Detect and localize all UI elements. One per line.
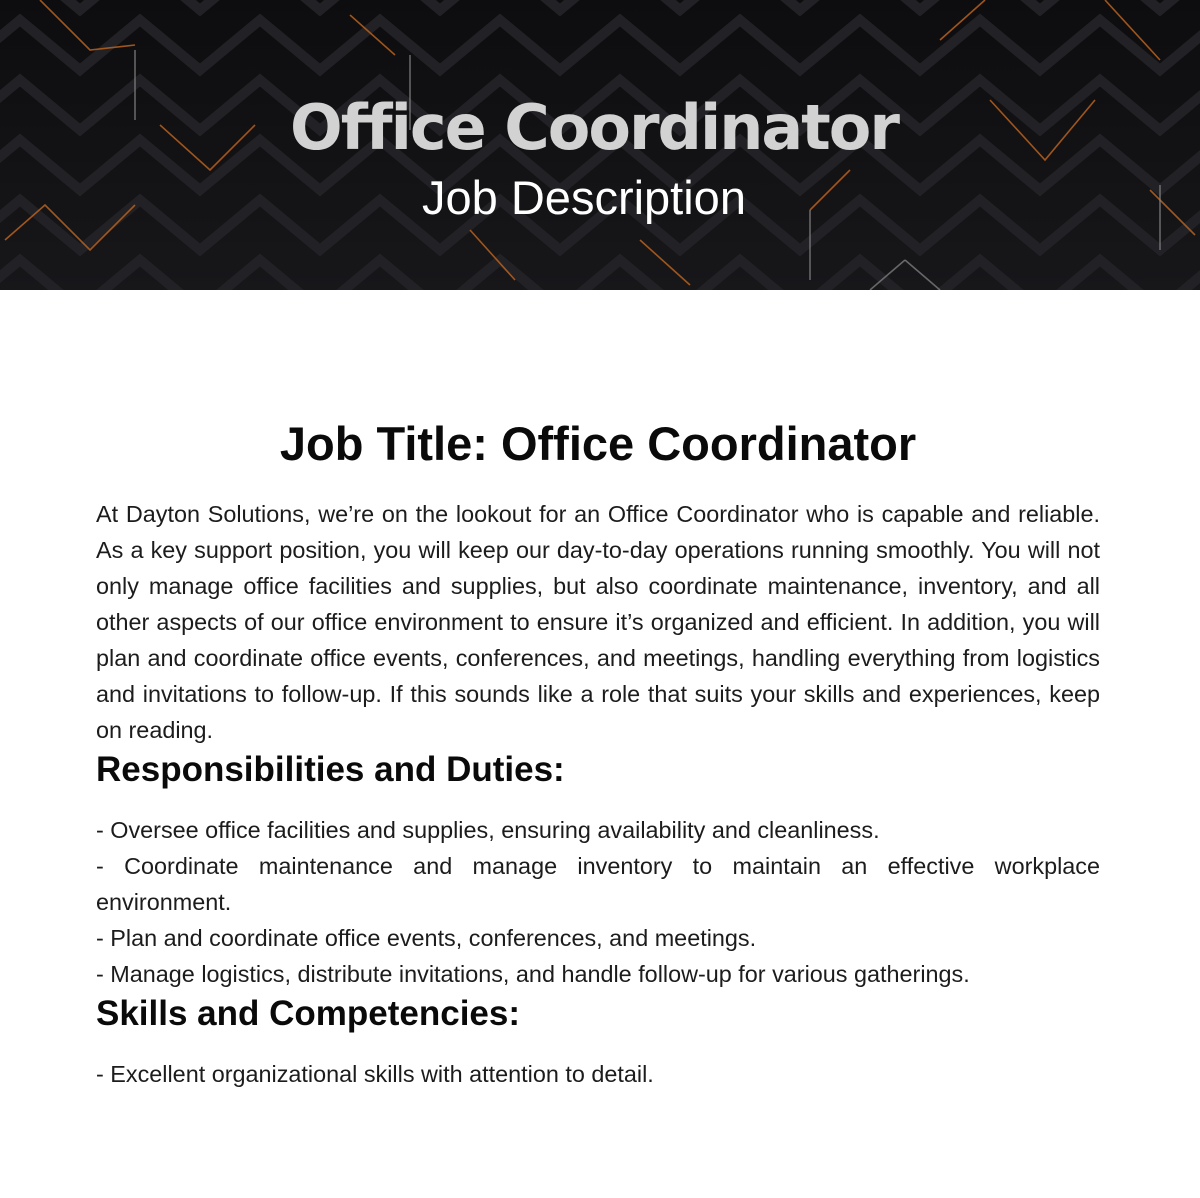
banner-title: Office Coordinator xyxy=(290,91,898,164)
document-body xyxy=(96,410,1100,1092)
list-item: - Excellent organizational skills with attention to detail. xyxy=(96,1061,654,1087)
header-banner xyxy=(0,0,1200,290)
list-item: - Plan and coordinate office events, conferences, and meetings. xyxy=(96,925,757,951)
skills-list xyxy=(96,1056,1100,1092)
responsibilities-list xyxy=(96,812,1100,992)
banner-subtitle: Job Description xyxy=(422,171,746,224)
intro-paragraph: At Dayton Solutions, we’re on the lookout for an Office Coordinator who is capable and reliable. As a key support position, you will keep our day-to-day operations running smoothly. You will not only manage office facilities and supplies, but also coordinate maintenance, inventory, and all other aspects of our office environment to ensure it’s organized and efficient. In addition, you will plan and coordinate office events, conferences, and meetings, handling everything from logistics and invitations to follow-up. If this sounds like a role that suits your skills and experiences, keep on reading. xyxy=(96,501,1100,743)
list-item: - Coordinate maintenance and manage inventory to maintain an effective workplace environment. xyxy=(96,853,1100,915)
skills-heading: Skills and Competencies: xyxy=(96,994,521,1033)
job-title-heading: Job Title: Office Coordinator xyxy=(279,417,917,470)
list-item: - Manage logistics, distribute invitations, and handle follow-up for various gatherings. xyxy=(96,961,970,987)
list-item: - Oversee office facilities and supplies, ensuring availability and cleanliness. xyxy=(96,817,880,843)
responsibilities-heading: Responsibilities and Duties: xyxy=(96,750,565,789)
